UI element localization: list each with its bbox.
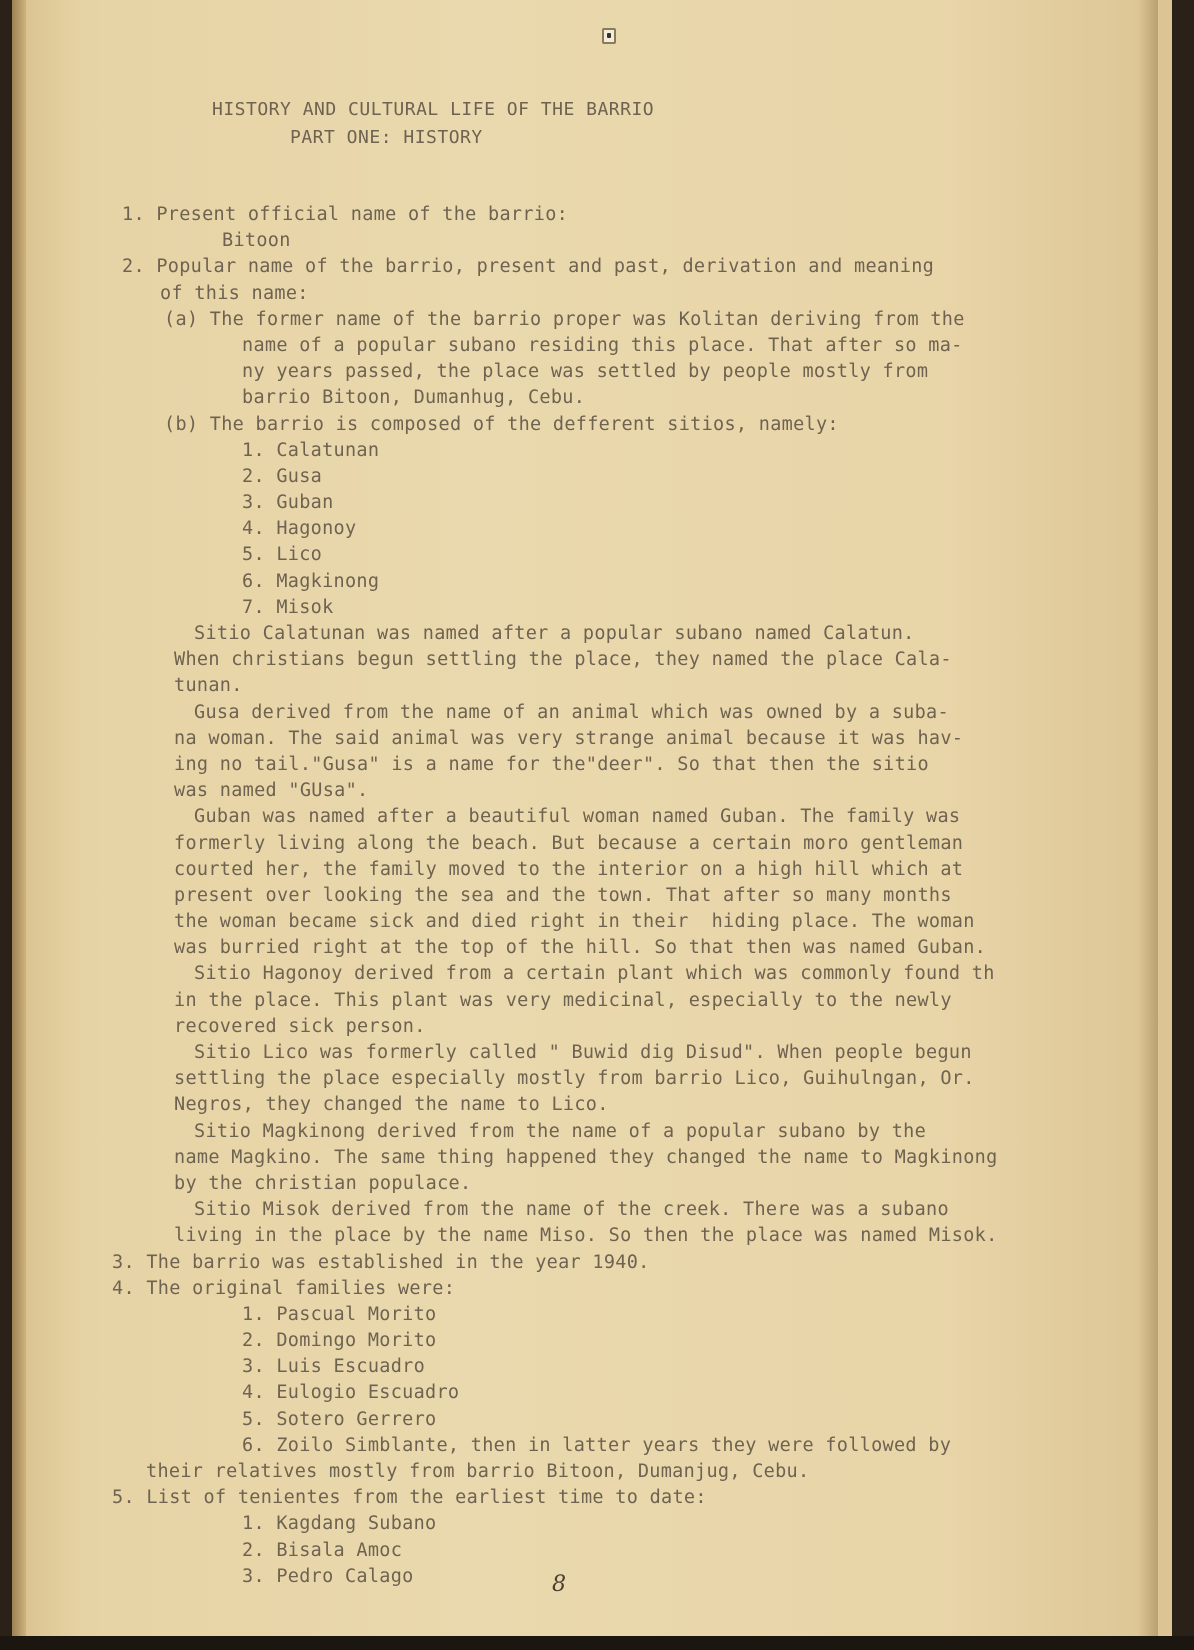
text-line: 5. Lico xyxy=(242,544,323,566)
text-line: 6. Zoilo Simblante, then in latter years they were followed by xyxy=(242,1434,952,1456)
text-line: 4. Hagonoy xyxy=(242,518,357,540)
text-line: living in the place by the name Miso. So then the place was named Misok. xyxy=(174,1225,998,1247)
text-line: ny years passed, the place was settled by people mostly from xyxy=(242,361,929,383)
text-line: recovered sick person. xyxy=(174,1015,426,1037)
text-line: (a) The former name of the barrio proper was Kolitan deriving from the xyxy=(164,308,965,330)
text-line: was named "GUsa". xyxy=(174,780,369,802)
text-line: 3. Pedro Calago xyxy=(242,1565,414,1587)
text-line: 3. Luis Escuadro xyxy=(242,1356,426,1378)
text-line: 4. Eulogio Escuadro xyxy=(242,1382,460,1404)
text-line: Gusa derived from the name of an animal which was owned by a suba- xyxy=(194,701,949,723)
text-line: the woman became sick and died right in their hiding place. The woman xyxy=(174,911,975,933)
text-line: their relatives mostly from barrio Bitoon, Dumanjug, Cebu. xyxy=(146,1461,810,1482)
text-line: Negros, they changed the name to Lico. xyxy=(174,1094,609,1116)
text-line: 3. Guban xyxy=(242,492,334,514)
text-line: by the christian populace. xyxy=(174,1172,472,1194)
text-line: 2. Bisala Amoc xyxy=(242,1539,403,1561)
text-line: tunan. xyxy=(174,675,243,697)
text-line: Sitio Lico was formerly called " Buwid dig Disud". When people begun xyxy=(194,1042,972,1063)
text-line: Bitoon xyxy=(222,230,291,252)
text-line: of this name: xyxy=(160,282,309,304)
text-line: courted her, the family moved to the interior on a high hill which at xyxy=(174,858,964,880)
text-line: Sitio Magkinong derived from the name of a popular subano by the xyxy=(194,1120,927,1142)
page-edge-shadow xyxy=(1138,0,1158,1636)
text-line: in the place. This plant was very medicinal, especially to the newly xyxy=(174,989,952,1011)
document-page xyxy=(12,0,1172,1636)
text-line: 2. Gusa xyxy=(242,465,323,487)
document-title: HISTORY AND CULTURAL LIFE OF THE BARRIO xyxy=(212,99,655,120)
text-line: present over looking the sea and the town. That after so many months xyxy=(174,884,952,906)
text-line: 3. The barrio was established in the year 1940. xyxy=(112,1251,650,1273)
text-line: 4. The original families were: xyxy=(112,1277,456,1299)
text-line: name of a popular subano residing this place. That after so ma- xyxy=(242,334,963,356)
page-number: 8 xyxy=(552,1572,566,1597)
text-line: name Magkino. The same thing happened they changed the name to Magkinong xyxy=(174,1146,998,1168)
text-line: 5. List of tenientes from the earliest time to date: xyxy=(112,1487,707,1509)
document-header xyxy=(212,96,654,152)
text-line: 2. Popular name of the barrio, present and past, derivation and meaning xyxy=(122,256,935,278)
text-line: 5. Sotero Gerrero xyxy=(242,1408,437,1430)
text-line: barrio Bitoon, Dumanhug, Cebu. xyxy=(242,387,586,409)
binding-edge xyxy=(12,0,26,1636)
text-line: (b) The barrio is composed of the defferent sitios, namely: xyxy=(164,413,839,435)
text-line: Guban was named after a beautiful woman named Guban. The family was xyxy=(194,806,961,828)
text-line: formerly living along the beach. But because a certain moro gentleman xyxy=(174,832,964,854)
text-line: Sitio Hagonoy derived from a certain plant which was commonly found th xyxy=(194,963,995,985)
text-line: Sitio Misok derived from the name of the creek. There was a subano xyxy=(194,1199,949,1221)
punch-hole-icon xyxy=(602,28,616,44)
text-line: 1. Pascual Morito xyxy=(242,1303,437,1325)
text-line: was burried right at the top of the hill. So that then was named Guban. xyxy=(174,937,987,959)
text-line: 1. Calatunan xyxy=(242,439,380,461)
text-line: When christians begun settling the place, they named the place Cala- xyxy=(174,649,952,671)
text-line: 7. Misok xyxy=(242,596,334,618)
text-line: 2. Domingo Morito xyxy=(242,1330,437,1352)
document-subtitle: PART ONE: HISTORY xyxy=(290,127,483,148)
text-line: 1. Kagdang Subano xyxy=(242,1513,437,1535)
text-line: 1. Present official name of the barrio: xyxy=(122,204,569,225)
text-line: settling the place especially mostly from barrio Lico, Guihulngan, Or. xyxy=(174,1068,975,1090)
bottom-edge xyxy=(0,1636,1194,1650)
text-line: Sitio Calatunan was named after a popular subano named Calatun. xyxy=(194,623,915,644)
text-line: 6. Magkinong xyxy=(242,570,380,592)
text-line: ing no tail."Gusa" is a name for the"deer". So that then the sitio xyxy=(174,753,929,775)
document-body xyxy=(112,202,1122,1590)
text-line: na woman. The said animal was very strange animal because it was hav- xyxy=(174,727,964,749)
